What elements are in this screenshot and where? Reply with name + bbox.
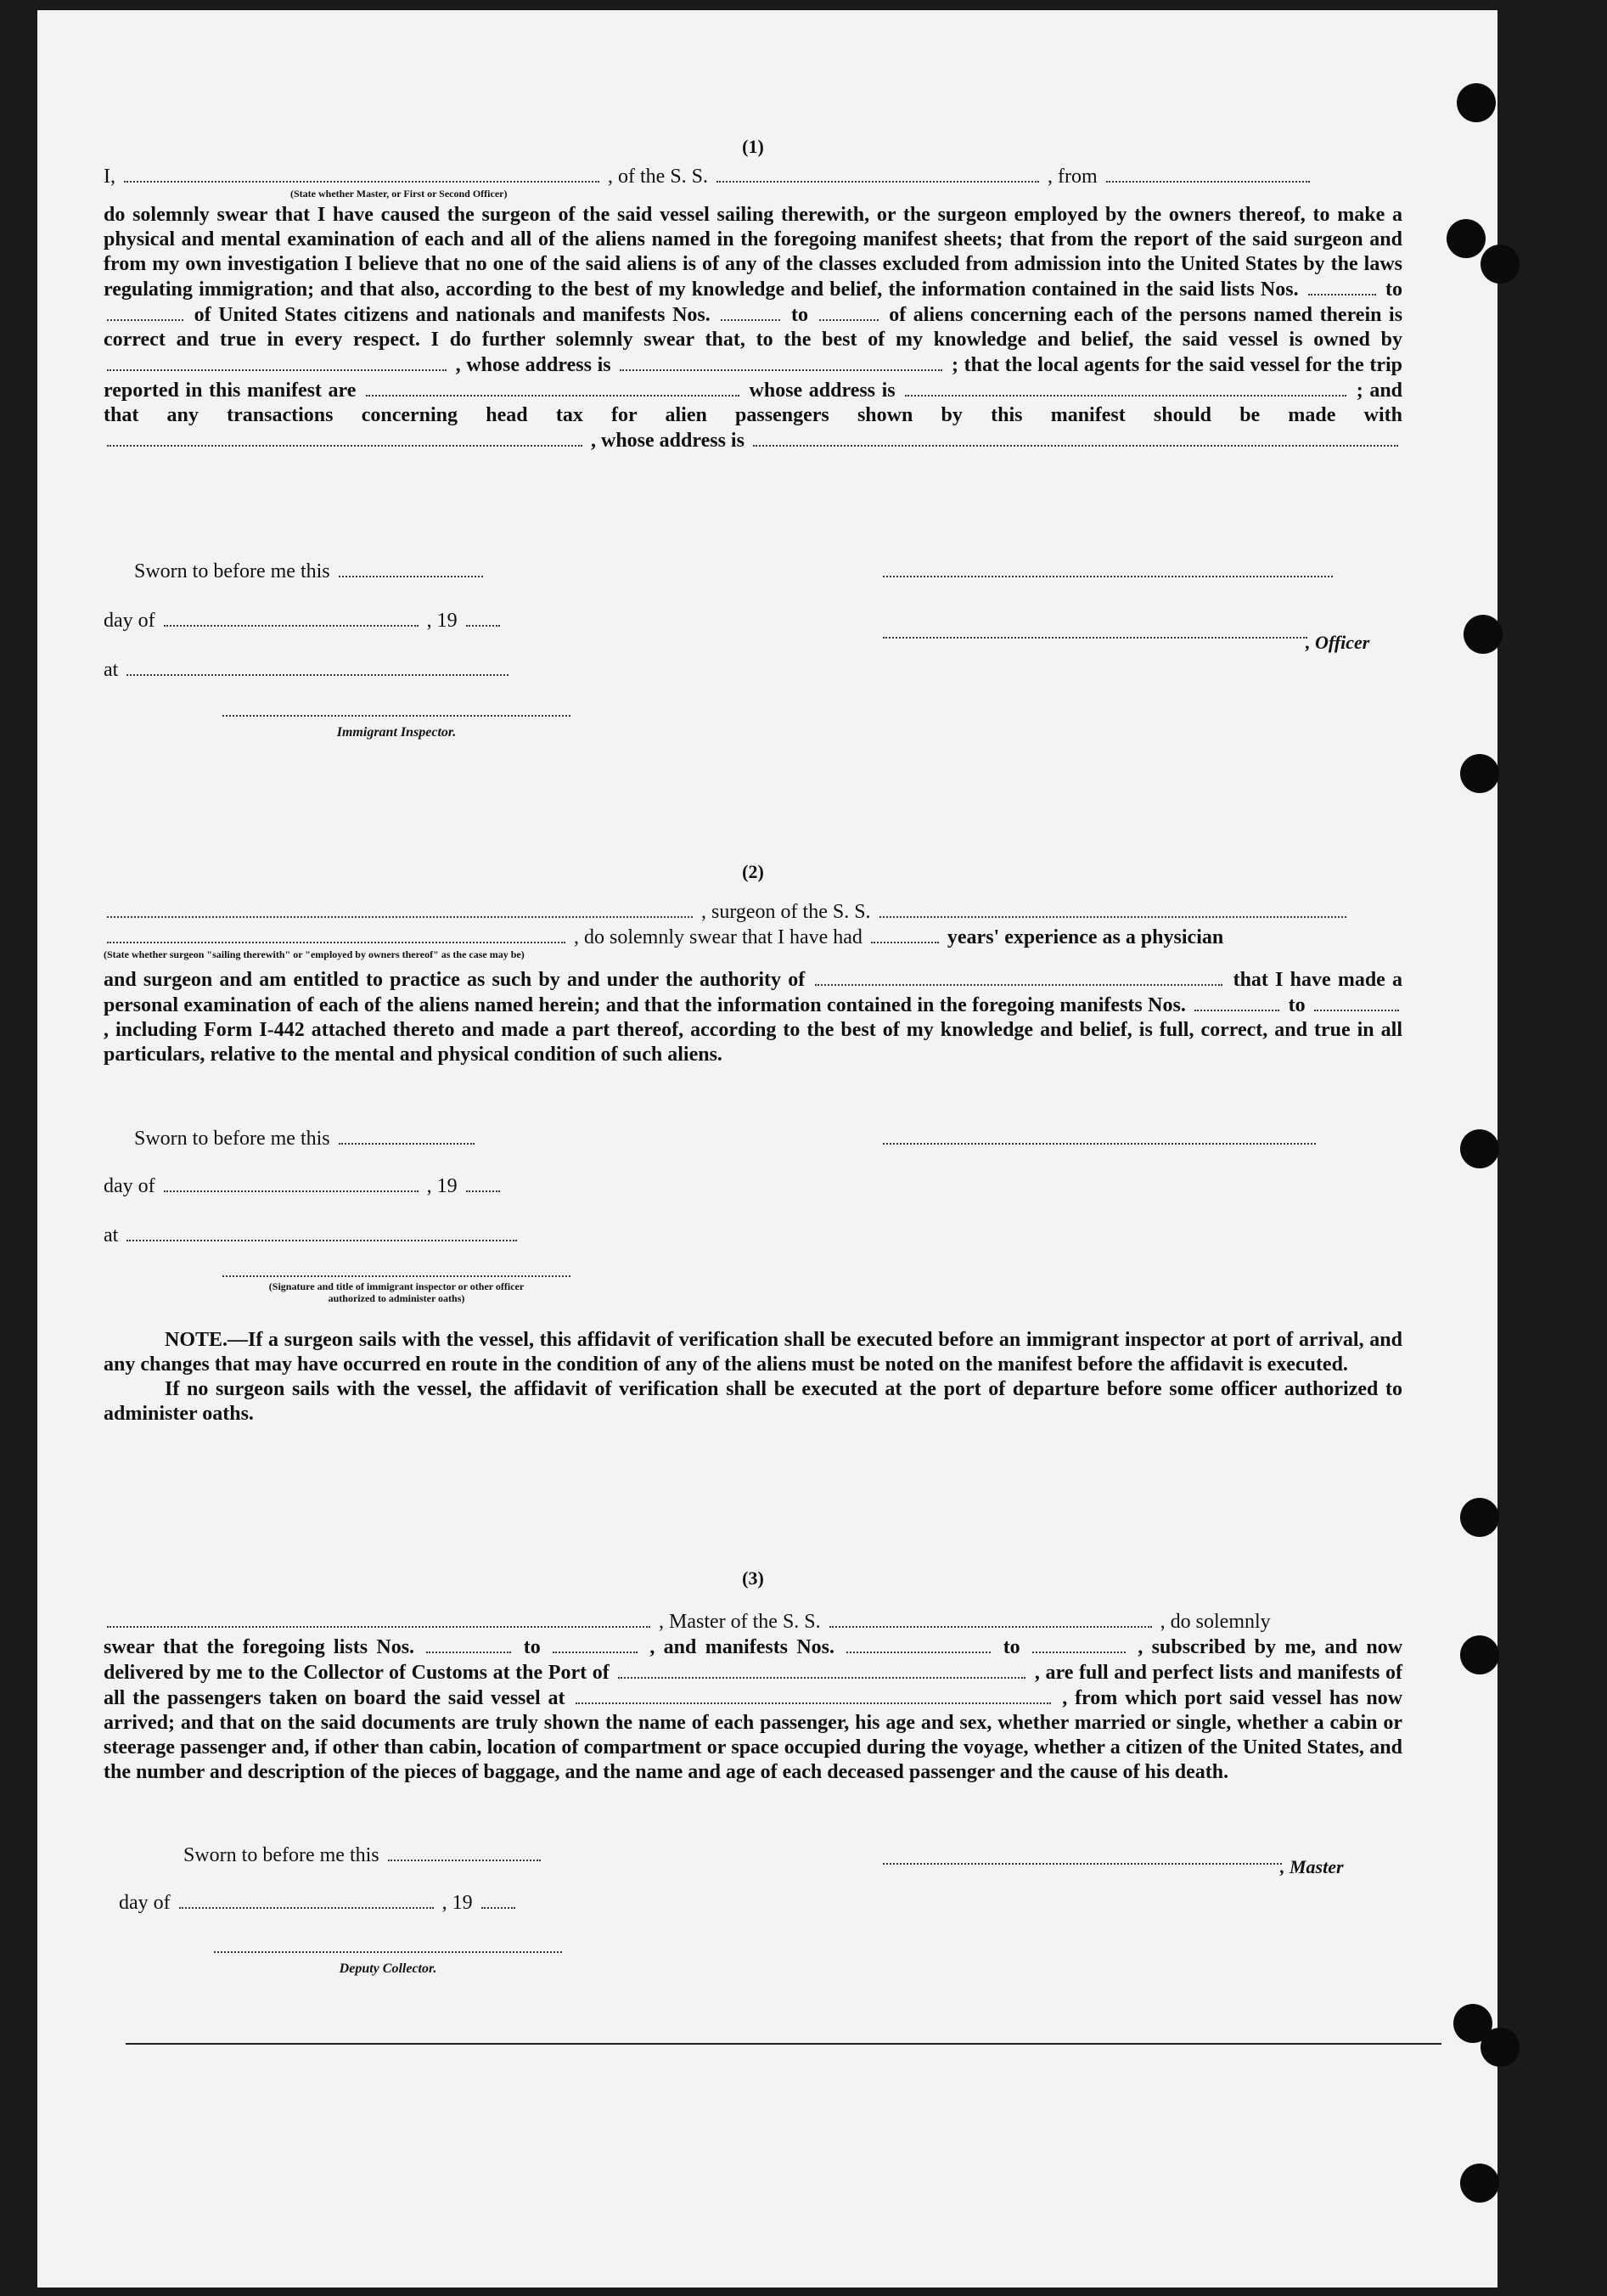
oath-body-3: of aliens concerning each of the persons named therein is correct and true in every respect. I do further solemnly swear that, to the best of my knowledge and belief, the said vessel is owned by bbox=[104, 304, 1403, 351]
manifest-to-field[interactable] bbox=[1314, 993, 1399, 1011]
manifest-from-field[interactable] bbox=[1194, 993, 1279, 1011]
agents-field[interactable] bbox=[366, 378, 739, 397]
year-field[interactable] bbox=[466, 1173, 500, 1192]
alien-manifest-to[interactable] bbox=[819, 302, 879, 321]
manifest-from-field[interactable] bbox=[846, 1635, 991, 1653]
section-surgeon-oath bbox=[104, 859, 1402, 1425]
section-number: (3) bbox=[742, 1567, 764, 1589]
month-field[interactable] bbox=[179, 1890, 434, 1909]
vessel-field[interactable] bbox=[829, 1609, 1152, 1628]
manifests-label: , and manifests Nos. bbox=[649, 1636, 835, 1658]
note-label: NOTE. bbox=[165, 1329, 228, 1351]
day-of-label: day of bbox=[104, 610, 155, 632]
years-field[interactable] bbox=[871, 925, 939, 943]
section-master-oath bbox=[104, 134, 1403, 740]
from-which-label: , from which bbox=[1062, 1687, 1177, 1709]
oath-body-1: do solemnly swear that I have caused the surgeon of the said vessel sailing therewith, or the surgeon employed by the owners thereof, to make a physical and mental examination of each and all of the aliens named in the foregoing manifest sheets; that from the report of the said surgeon and from my own investigation I believe that no one of the said aliens is of any of the classes excluded from admission into the United States by the laws regulating immigration; and that also, according to the best of my knowledge and belief, the information contained in the said lists Nos. bbox=[104, 204, 1402, 301]
delivery-body-4: port said vessel has now arrived; and that on the said documents are truly shown the name of each passenger, his age and sex, whether married or single, whether a cabin or steerage passenger and, if other than cabin, location of compartment or space occupied during the voyage, whether a citizen of the United States, and the number and description of the pieces of baggage, and the name and age of each deceased passenger and the cause of his death. bbox=[104, 1687, 1403, 1783]
binder-hole bbox=[1481, 2028, 1520, 2067]
to-label: to bbox=[1385, 279, 1403, 301]
citizen-list-from[interactable] bbox=[1308, 277, 1376, 295]
whose-address-label: , whose address is bbox=[455, 354, 611, 376]
surgeon-body-2: that I have made a personal examination of each of the aliens named herein; and that the information contained in the foregoing manifests Nos. bbox=[104, 969, 1402, 1016]
surgeon-body-1: and surgeon and am entitled to practice as such by and under the authority of bbox=[104, 969, 806, 991]
vessel-field[interactable] bbox=[716, 164, 1039, 183]
surgeon-name-field[interactable] bbox=[107, 899, 693, 918]
note-text-1: —If a surgeon sails with the vessel, this affidavit of verification shall be executed before an immigrant inspector at port of arrival, and any changes that may have occurred en route in the condition of any of the aliens must be noted on the manifest before the affidavit is executed. bbox=[104, 1329, 1402, 1376]
sworn-label: Sworn to before me this bbox=[134, 560, 330, 582]
delivery-body-2: delivered by me to the Collector of Customs at the Port of bbox=[104, 1662, 610, 1684]
solemnly-label: , do solemnly swear that I have had bbox=[574, 926, 862, 948]
port-from-field[interactable] bbox=[1106, 164, 1310, 183]
surgeon-of-label: , surgeon of the S. S. bbox=[701, 901, 871, 923]
binder-hole bbox=[1457, 83, 1496, 122]
agents-address-field[interactable] bbox=[905, 378, 1346, 397]
master-signature-line[interactable] bbox=[883, 1863, 1282, 1865]
full-perfect-label: , are full and perfect lists and bbox=[1034, 1662, 1292, 1684]
master-label: , Master bbox=[1280, 1856, 1344, 1877]
oath-officer-signature-line[interactable] bbox=[222, 1275, 570, 1277]
binder-hole bbox=[1460, 1498, 1499, 1537]
vessel-field[interactable] bbox=[879, 899, 1346, 918]
oath-body-6: ; and that any transactions concerning head tax for alien passengers shown by this manifest should be made with bbox=[104, 380, 1403, 426]
binder-hole bbox=[1447, 219, 1486, 258]
note-text-2: If no surgeon sails with the vessel, the affidavit of verification shall be executed at the port of departure before some officer authorized to administer oaths. bbox=[104, 1378, 1402, 1425]
section-master-delivery-oath bbox=[104, 1566, 1403, 1976]
surgeon-caption: (State whether surgeon "sailing therewith" or "employed by owners thereof" as the case may be) bbox=[104, 948, 525, 960]
from-label: , from bbox=[1048, 166, 1098, 188]
master-vessel-line[interactable] bbox=[883, 576, 1333, 577]
inspector-caption: Immigrant Inspector. bbox=[336, 725, 457, 740]
vessel-label: , of the S. S. bbox=[608, 166, 709, 188]
surgeon-status-field[interactable] bbox=[107, 925, 565, 943]
bottom-rule bbox=[126, 2043, 1441, 2045]
note-block bbox=[104, 1328, 1402, 1427]
place-field[interactable] bbox=[126, 1223, 517, 1241]
section-number: (1) bbox=[742, 136, 764, 157]
oath-pronoun: I, bbox=[104, 166, 115, 188]
delivery-body-3: manifests of all the passengers taken on board the said vessel at bbox=[104, 1662, 1402, 1709]
owner-address-field[interactable] bbox=[620, 352, 942, 371]
surgeon-signature-line[interactable] bbox=[883, 1143, 1316, 1145]
manifest-to-field[interactable] bbox=[1032, 1635, 1126, 1653]
month-field[interactable] bbox=[164, 608, 419, 627]
delivery-body-1: swear that the foregoing lists Nos. bbox=[104, 1636, 415, 1658]
to-label: to bbox=[523, 1636, 541, 1658]
binder-hole bbox=[1460, 1129, 1499, 1168]
binder-hole bbox=[1460, 1635, 1499, 1674]
manifest-page bbox=[37, 10, 1497, 2288]
section-number: (2) bbox=[742, 861, 764, 882]
to-label: to bbox=[790, 304, 808, 326]
solemnly-label: , do solemnly bbox=[1160, 1611, 1271, 1633]
place-field[interactable] bbox=[126, 657, 509, 676]
at-label: at bbox=[104, 659, 119, 681]
oath-officer-caption: (Signature and title of immigrant inspector or other officer authorized to administer oaths) bbox=[268, 1280, 525, 1304]
authority-field[interactable] bbox=[815, 967, 1222, 986]
oath-body-7: , whose address is bbox=[591, 430, 745, 452]
sworn-label: Sworn to before me this bbox=[134, 1128, 330, 1150]
head-tax-field[interactable] bbox=[107, 428, 582, 447]
to-label: to bbox=[1288, 994, 1306, 1016]
year-label: , 19 bbox=[426, 610, 458, 632]
port-field[interactable] bbox=[618, 1660, 1025, 1679]
day-of-label: day of bbox=[119, 1892, 171, 1914]
oath-body-5: whose address is bbox=[749, 380, 896, 402]
year-label: , 19 bbox=[441, 1892, 473, 1914]
year-label: , 19 bbox=[426, 1175, 458, 1197]
officer-signature-line[interactable] bbox=[883, 637, 1307, 639]
binder-hole bbox=[1481, 245, 1520, 284]
deputy-signature-line[interactable] bbox=[214, 1951, 562, 1953]
list-from-field[interactable] bbox=[426, 1635, 511, 1653]
binder-hole bbox=[1460, 754, 1499, 793]
head-tax-address-field[interactable] bbox=[753, 428, 1398, 447]
rank-caption: (State whether Master, or First or Second Officer) bbox=[290, 188, 508, 200]
owner-field[interactable] bbox=[107, 352, 447, 371]
name-field[interactable] bbox=[124, 164, 599, 183]
year-field[interactable] bbox=[481, 1890, 515, 1909]
surgeon-body-3: , including Form I-442 attached thereto and made a part thereof, according to the best of my knowledge and belief, is full, correct, and true in all particulars, relative to the mental and physical condition of such aliens. bbox=[104, 1019, 1402, 1066]
subscribed-label: , subscribed by me, and now bbox=[1138, 1636, 1403, 1658]
master-name-field[interactable] bbox=[107, 1609, 650, 1628]
day-of-label: day of bbox=[104, 1175, 155, 1197]
embark-port-field[interactable] bbox=[576, 1685, 1051, 1704]
binder-hole bbox=[1464, 615, 1503, 654]
oath-body-2: of United States citizens and nationals and manifests Nos. bbox=[194, 304, 711, 326]
officer-label: , Officer bbox=[1306, 632, 1370, 653]
year-field[interactable] bbox=[466, 608, 500, 627]
month-field[interactable] bbox=[164, 1173, 419, 1192]
deputy-caption: Deputy Collector. bbox=[339, 1961, 437, 1976]
to-label: to bbox=[1003, 1636, 1020, 1658]
binder-hole bbox=[1460, 2164, 1499, 2203]
at-label: at bbox=[104, 1224, 119, 1246]
oath-body-4: ; that the local agents for the said vessel for the trip reported in this manifest are bbox=[104, 354, 1403, 402]
sworn-date-field[interactable] bbox=[339, 1126, 475, 1145]
citizen-list-to[interactable] bbox=[107, 302, 183, 321]
master-of-label: , Master of the S. S. bbox=[659, 1611, 821, 1633]
list-to-field[interactable] bbox=[553, 1635, 638, 1653]
sworn-date-field[interactable] bbox=[388, 1843, 541, 1861]
inspector-signature-line[interactable] bbox=[222, 715, 570, 717]
alien-manifest-from[interactable] bbox=[721, 302, 780, 321]
years-exp-label: years' experience as a physician bbox=[947, 926, 1224, 948]
sworn-label: Sworn to before me this bbox=[183, 1844, 379, 1866]
sworn-date-field[interactable] bbox=[339, 559, 483, 577]
